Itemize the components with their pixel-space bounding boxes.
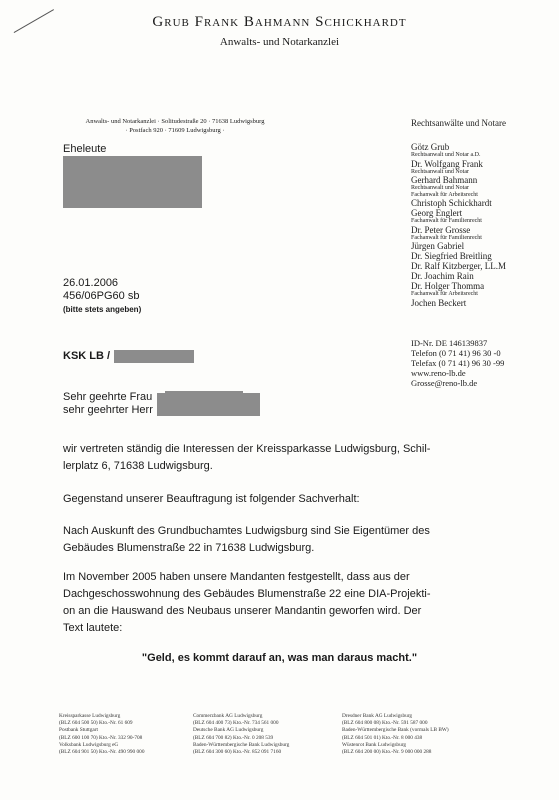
salutation-line: Sehr geehrte Frau	[63, 391, 153, 403]
partner-title: Fachanwalt für Arbeitsrecht	[411, 291, 478, 297]
recipient-label: Eheleute	[63, 143, 107, 155]
quoted-text: "Geld, es kommt darauf an, was man daraus macht."	[141, 652, 418, 664]
body-line: Gebäudes Blumenstraße 22 in 71638 Ludwigsburg.	[63, 542, 315, 554]
body-line: Im November 2005 haben unsere Mandanten festgestellt, dass aus der	[63, 571, 410, 583]
body-line: lerplatz 6, 71638 Ludwigsburg.	[63, 460, 213, 472]
redacted-address-block	[63, 156, 202, 208]
partner-name: Gerhard Bahmann	[411, 175, 478, 185]
vat-id: ID-Nr. DE 146139837	[411, 338, 488, 348]
partner-title: Fachanwalt für Familienrecht	[411, 234, 482, 241]
body-line: wir vertreten ständig die Interessen der Kreissparkasse Ludwigsburg, Schil-	[63, 443, 431, 455]
partner-name: Jochen Beckert	[411, 297, 467, 308]
bank-line: Deutsche Bank AG Ludwigsburg	[193, 727, 264, 734]
bank-line: (BLZ 600 100 70) Kto.-Nr. 332 90-708	[59, 734, 143, 741]
return-address-line: · Postfach 920 · 71609 Ludwigsburg ·	[125, 127, 225, 134]
body-line: Nach Auskunft des Grundbuchamtes Ludwigsburg sind Sie Eigentümer des	[63, 525, 430, 537]
return-address	[60, 117, 290, 135]
partner-name: Georg Englert	[411, 208, 463, 218]
bank-info	[59, 713, 184, 756]
reference-note: (bitte stets angeben)	[63, 305, 142, 314]
body-line: on an die Hauswand des Neubaus unserer Mandantin geworfen wird. Der	[63, 605, 422, 617]
partner-name: Dr. Siegfried Breitling	[411, 251, 492, 261]
partner-name: Dr. Peter Grosse	[411, 224, 471, 235]
return-address-line: Anwalts- und Notarkanzlei · Solitudestraße 20 · 71638 Ludwigsburg	[85, 118, 265, 125]
partner-name: Dr. Joachim Rain	[411, 271, 474, 281]
partner-entry	[411, 281, 551, 298]
partner-entry	[411, 261, 551, 271]
partner-name: Dr. Holger Thomma	[411, 281, 485, 291]
bank-line: (BLZ 604 500 50) Kto.-Nr. 61 609	[59, 720, 133, 727]
bank-info	[342, 713, 492, 756]
bank-info	[193, 713, 333, 756]
bank-line: Volksbank Ludwigsburg eG	[59, 741, 119, 748]
subject-line: KSK LB /	[63, 350, 111, 362]
paragraph	[63, 523, 503, 557]
partner-name: Jürgen Gabriel	[411, 241, 465, 251]
date-block	[63, 277, 141, 316]
bank-line: (BLZ 604 200 00) Kto.-Nr. 9 000 000 288	[342, 749, 432, 756]
salutation	[63, 391, 153, 417]
bank-line: Commerzbank AG Ludwigsburg	[193, 713, 263, 719]
body-line: Text lautete:	[63, 622, 123, 634]
website-link[interactable]: www.reno-lb.de	[411, 368, 466, 378]
letter-date: 26.01.2006	[63, 277, 119, 289]
bank-line: (BLZ 604 901 50) Kto.-Nr. 490 990 000	[59, 749, 145, 756]
partner-title: Fachanwalt für Familienrecht	[411, 218, 482, 224]
partner-entry	[411, 241, 551, 251]
redacted-subject	[114, 350, 194, 363]
firm-name: Grub Frank Bahmann Schickhardt	[152, 14, 407, 30]
bank-line: Postbank Stuttgart	[59, 727, 98, 734]
partners-column	[411, 118, 551, 308]
paragraph	[63, 441, 503, 475]
bank-line: Wüstenrot Bank Ludwigsburg	[342, 741, 407, 748]
partner-entry	[411, 208, 551, 225]
bank-line: (BLZ 604 700 82) Kto.-Nr. 0 208 539	[193, 734, 274, 741]
partner-entry	[411, 142, 551, 159]
partner-name: Götz Grub	[411, 142, 450, 152]
partner-name: Dr. Ralf Kitzberger, LL.M	[411, 261, 506, 271]
partner-entry	[411, 159, 551, 176]
partner-entry	[411, 298, 551, 308]
reference-number: 456/06PG60 sb	[63, 290, 140, 302]
partner-title: Rechtsanwalt und Notar	[411, 168, 469, 175]
bank-line: (BLZ 604 800 08) Kto.-Nr. 591 587 000	[342, 720, 428, 727]
bank-line: (BLZ 604 300 60) Kto.-Nr. 852 091 7160	[193, 749, 282, 756]
paragraph: Gegenstand unserer Beauftragung ist folgender Sachverhalt:	[63, 493, 360, 505]
bank-line: (BLZ 604 501 01) Kto.-Nr. 8 000 438	[342, 734, 423, 741]
paragraph	[63, 569, 503, 637]
partner-title: Rechtsanwalt und Notar	[411, 185, 469, 191]
bank-line: Kreissparkasse Ludwigsburg	[59, 713, 121, 719]
partners-list	[411, 142, 551, 308]
email-link[interactable]: Grosse@reno-lb.de	[411, 378, 478, 388]
bank-line: Baden-Württembergische Bank (vormals LB BW)	[342, 727, 449, 734]
partner-entry	[411, 175, 551, 198]
bank-line: Dresdner Bank AG Ludwigsburg	[342, 713, 413, 719]
partner-name: Christoph Schickhardt	[411, 198, 492, 208]
partner-title: Rechtsanwalt und Notar a.D.	[411, 152, 481, 158]
salutation-line: sehr geehrter Herr	[63, 404, 153, 416]
partner-title: Fachanwalt für Arbeitsrecht	[411, 191, 478, 198]
fax: Telefax (0 71 41) 96 30 -99	[411, 358, 505, 368]
partner-entry	[411, 251, 551, 261]
bank-line: (BLZ 604 400 73) Kto.-Nr. 734 561 000	[193, 720, 279, 727]
partner-entry	[411, 225, 551, 242]
partner-entry	[411, 198, 551, 208]
partner-entry	[411, 271, 551, 281]
bank-line: Baden-Württembergische Bank Ludwigsburg	[193, 741, 290, 748]
partner-name: Dr. Wolfgang Frank	[411, 158, 483, 169]
firm-subtitle: Anwalts- und Notarkanzlei	[219, 36, 340, 48]
contact-block	[411, 338, 551, 388]
phone: Telefon (0 71 41) 96 30 -0	[411, 348, 501, 358]
partners-heading: Rechtsanwälte und Notare	[411, 118, 506, 128]
body-line: Dachgeschosswohnung des Gebäudes Blumenstraße 22 eine DIA-Projekti-	[63, 588, 431, 600]
redacted-name	[157, 393, 260, 416]
